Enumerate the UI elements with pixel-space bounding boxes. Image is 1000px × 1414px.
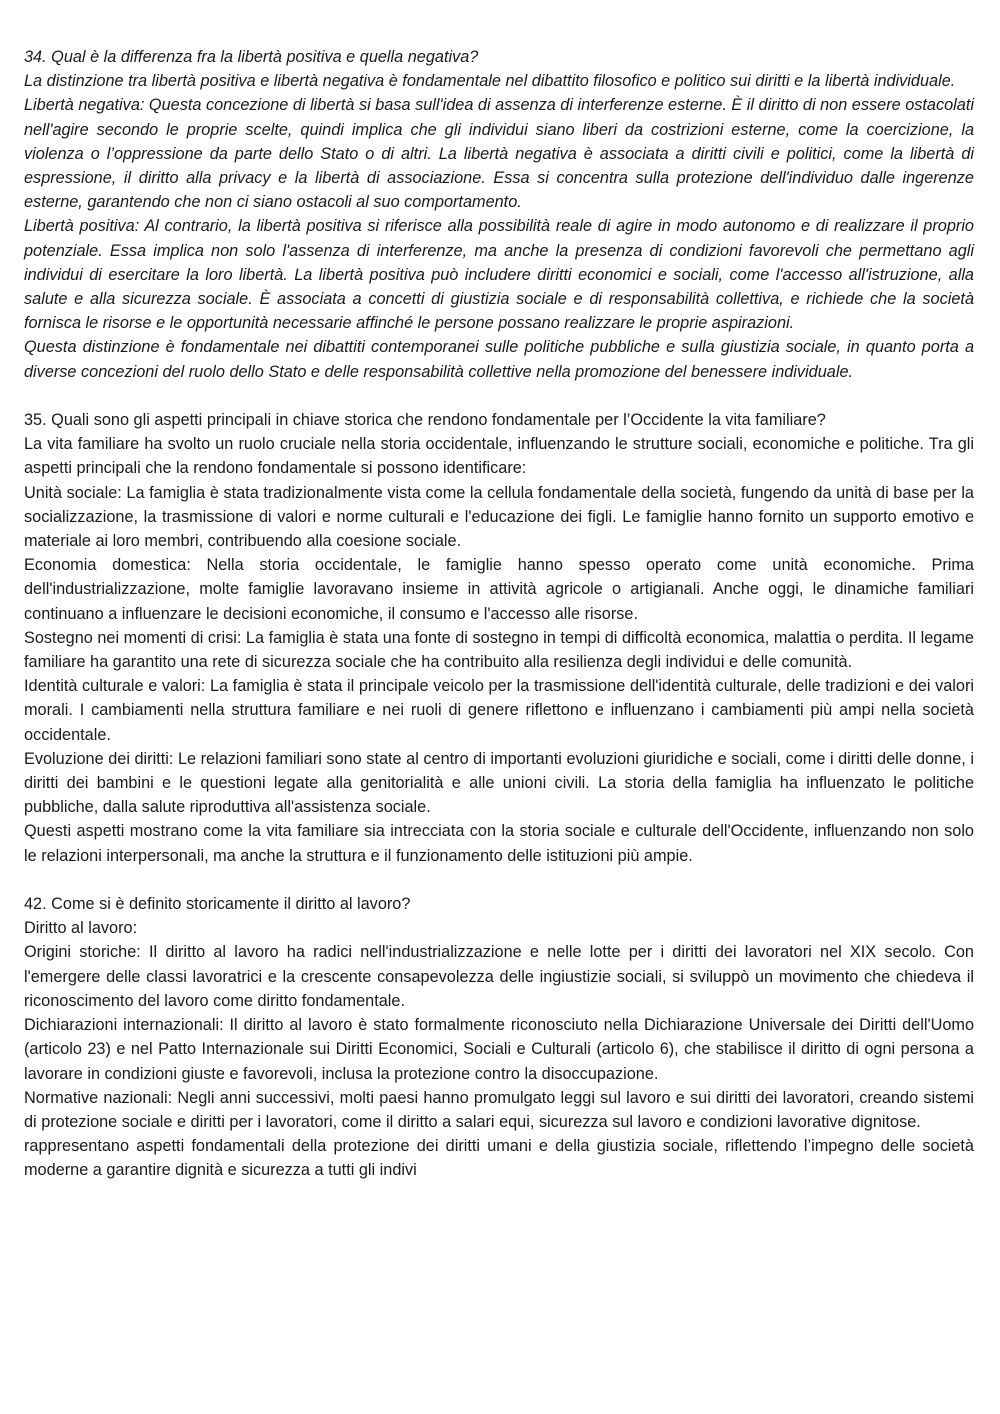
- section-question-42: [24, 892, 974, 1182]
- paragraph: Unità sociale: La famiglia è stata tradizionalmente vista come la cellula fondamentale della società, fungendo da unità di base per la socializzazione, la trasmissione di valori e norme culturali e l'educazione dei figli. Le famiglie hanno fornito un supporto emotivo e materiale ai loro membri, contribuendo alla coesione sociale.: [24, 483, 974, 551]
- question-heading: 35. Quali sono gli aspetti principali in chiave storica che rendono fondamentale per l’Occidente la vita familiare?: [24, 411, 826, 430]
- section-spacer: [24, 868, 974, 892]
- section-spacer: [24, 384, 974, 408]
- paragraph: Questa distinzione è fondamentale nei dibattiti contemporanei sulle politiche pubbliche e sulla giustizia sociale, in quanto porta a diverse concezioni del ruolo dello Stato e delle responsabilità collettive nella promozione del benessere individuale.: [24, 338, 974, 381]
- paragraph: rappresentano aspetti fondamentali della protezione dei diritti umani e della giustizia sociale, riflettendo l’impegno delle società moderne a garantire dignità e sicurezza a tutti gli indivi: [24, 1137, 974, 1180]
- question-heading: 42. Come si è definito storicamente il diritto al lavoro?: [24, 895, 411, 914]
- paragraph: Normative nazionali: Negli anni successivi, molti paesi hanno promulgato leggi sul lavoro e sui diritti dei lavoratori, creando sistemi di protezione sociale e diritti per i lavoratori, come il diritto a salari equi, sicurezza sul lavoro e condizioni lavorative dignitose.: [24, 1088, 974, 1131]
- section-question-35: [24, 408, 974, 868]
- paragraph: La vita familiare ha svolto un ruolo cruciale nella storia occidentale, influenzando le strutture sociali, economiche e politiche. Tra gli aspetti principali che la rendono fondamentale si possono identificare:: [24, 435, 974, 478]
- paragraph: Identità culturale e valori: La famiglia è stata il principale veicolo per la trasmissione dell'identità culturale, delle tradizioni e dei valori morali. I cambiamenti nella struttura familiare e nei ruoli di genere riflettono e influenzano i cambiamenti più ampi nella società occidentale.: [24, 677, 974, 744]
- paragraph: Sostegno nei momenti di crisi: La famiglia è stata una fonte di sostegno in tempi di difficoltà economica, malattia o perdita. Il legame familiare ha garantito una rete di sicurezza sociale che ha contribuito alla resilienza degli individui e delle comunità.: [24, 628, 974, 672]
- subheading: Diritto al lavoro:: [24, 919, 138, 938]
- question-heading: 34. Qual è la differenza fra la libertà positiva e quella negativa?: [24, 48, 479, 66]
- paragraph: Origini storiche: Il diritto al lavoro ha radici nell'industrializzazione e nelle lotte per i diritti dei lavoratori nel XIX secolo. Con l'emergere delle classi lavoratrici e la crescente consapevolezza delle ingiustizie sociali, si sviluppò un movimento che chiedeva il riconoscimento del lavoro come diritto fondamentale.: [24, 943, 974, 1010]
- paragraph: Economia domestica: Nella storia occidentale, le famiglie hanno spesso operato come unità economiche. Prima dell'industrializzazione, molte famiglie lavoravano insieme in attività agricole o artigianali. Anche oggi, le dinamiche familiari continuano a influenzare le decisioni economiche, il consumo e l'accesso alle risorse.: [24, 556, 974, 623]
- paragraph: Libertà negativa: Questa concezione di libertà si basa sull'idea di assenza di interferenze esterne. È il diritto di non essere ostacolati nell'agire secondo le proprie scelte, quindi implica che gli individui siano liberi da costrizioni esterne, come la coercizione, la violenza o l’oppressione da parte dello Stato o di altri. La libertà negativa è associata a diritti civili e politici, come la libertà di espressione, il diritto alla privacy e la libertà di associazione. Essa si concentra sulla protezione dell'individuo dalle ingerenze esterne, garantendo che non ci siano ostacoli al suo comportamento.: [24, 96, 974, 212]
- paragraph: Questi aspetti mostrano come la vita familiare sia intrecciata con la storia sociale e culturale dell'Occidente, influenzando non solo le relazioni interpersonali, ma anche la struttura e il funzionamento delle istituzioni più ampie.: [24, 822, 974, 865]
- paragraph: Libertà positiva: Al contrario, la libertà positiva si riferisce alla possibilità reale di agire in modo autonomo e di realizzare il proprio potenziale. Essa implica non solo l'assenza di interferenze, ma anche la presenza di condizioni favorevoli che permettano agli individui di esercitare la loro libertà. La libertà positiva può includere diritti economici e sociali, come l'accesso all'istruzione, alla salute e alla sicurezza sociale. È associata a concetti di giustizia sociale e di responsabilità collettiva, e richiede che la società fornisca le risorse e le opportunità necessarie affinché le persone possano realizzare le proprie aspirazioni.: [24, 217, 974, 333]
- paragraph: La distinzione tra libertà positiva e libertà negativa è fondamentale nel dibattito filosofico e politico sui diritti e la libertà individuale.: [24, 72, 956, 91]
- paragraph: Dichiarazioni internazionali: Il diritto al lavoro è stato formalmente riconosciuto nella Dichiarazione Universale dei Diritti dell'Uomo (articolo 23) e nel Patto Internazionale sui Diritti Economici, Sociali e Culturali (articolo 6), che stabilisce il diritto di ogni persona a lavorare in condizioni giuste e favorevoli, inclusa la protezione contro la disoccupazione.: [24, 1016, 974, 1083]
- paragraph: Evoluzione dei diritti: Le relazioni familiari sono state al centro di importanti evoluzioni giuridiche e sociali, come i diritti delle donne, i diritti dei bambini e le questioni legate alla genitorialità e alle unioni civili. La storia della famiglia ha influenzato le politiche pubbliche, dalla salute riproduttiva all'assistenza sociale.: [24, 749, 974, 817]
- section-question-34: [24, 45, 974, 384]
